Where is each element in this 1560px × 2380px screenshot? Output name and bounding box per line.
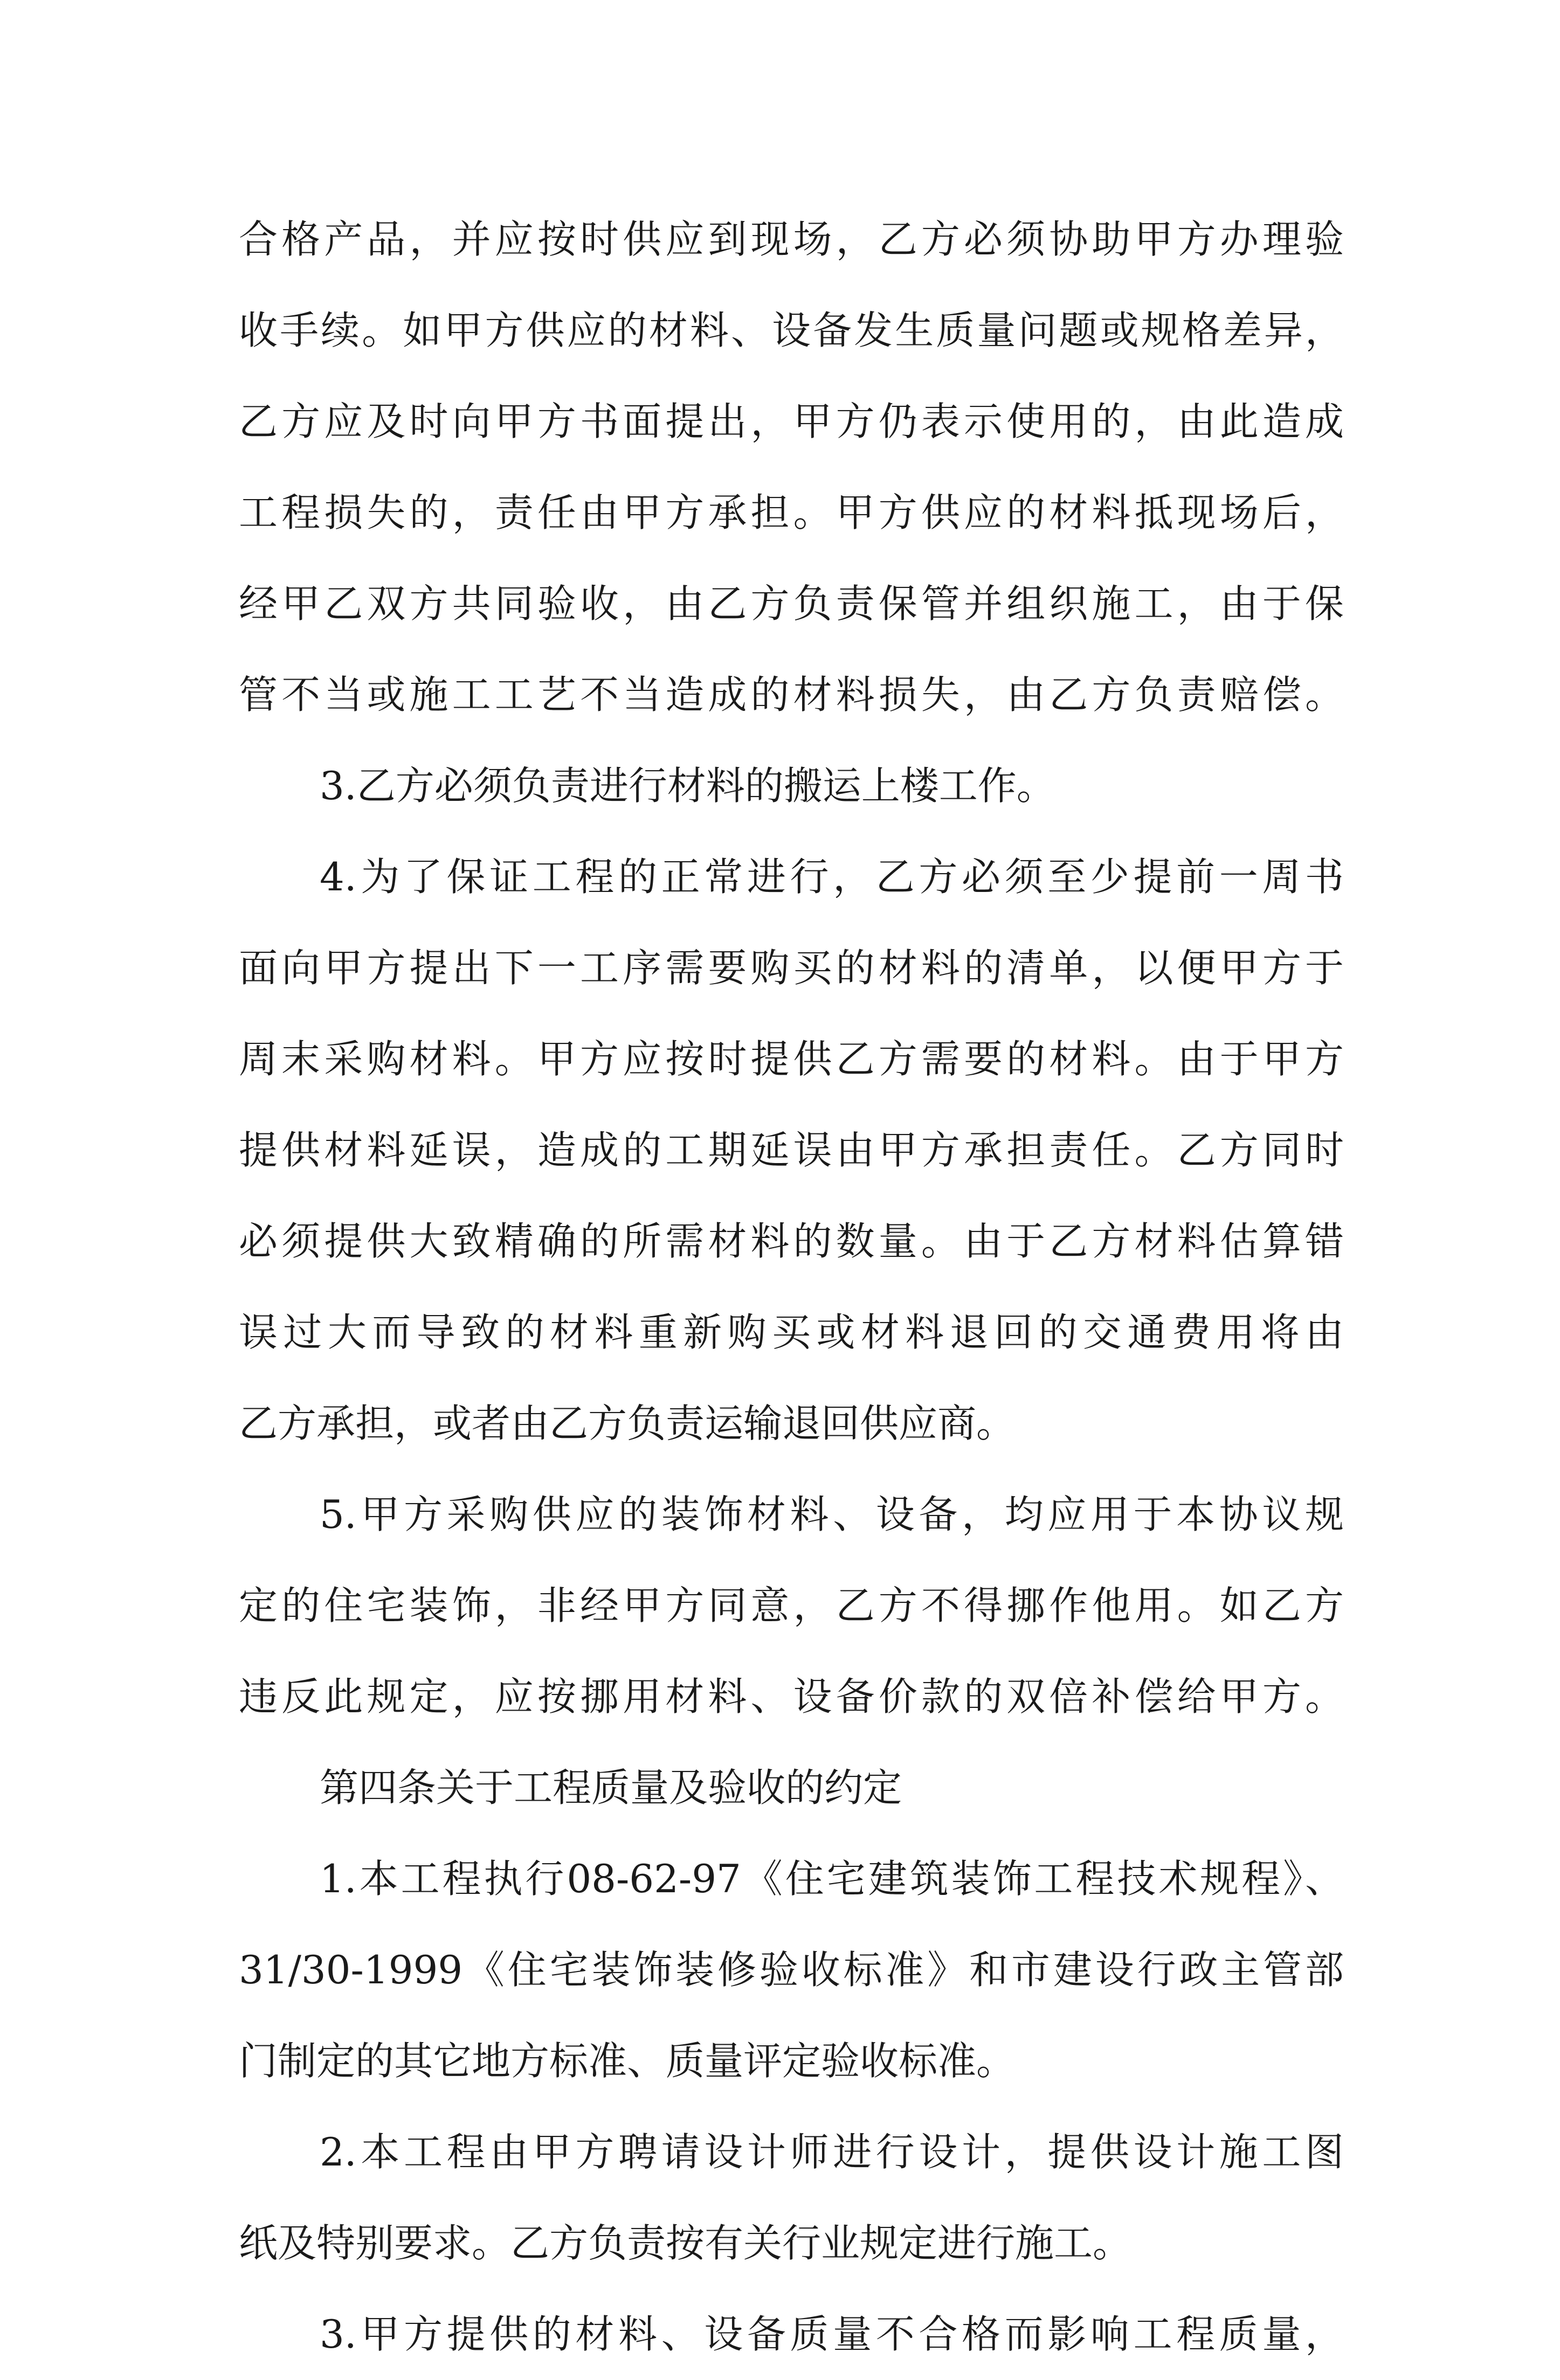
section-heading: 第四条关于工程质量及验收的约定 xyxy=(320,1765,902,1810)
text-line: 门制定的其它地方标准、质量评定验收标准。 xyxy=(239,2038,1016,2084)
text-line: 收手续。如甲方供应的材料、设备发生质量问题或规格差异， xyxy=(239,308,1344,353)
body-text xyxy=(239,194,1344,2380)
text-line: 3.乙方必须负责进行材料的搬运上楼工作。 xyxy=(320,763,1055,808)
text-line: 31/30-1999《住宅装饰装修验收标准》和市建设行政主管部 xyxy=(239,1947,1344,1992)
text-line: 误过大而导致的材料重新购买或材料退回的交通费用将由 xyxy=(239,1310,1344,1355)
text-line: 违反此规定，应按挪用材料、设备价款的双倍补偿给甲方。 xyxy=(239,1674,1344,1719)
text-line: 面向甲方提出下一工序需要购买的材料的清单，以便甲方于 xyxy=(239,945,1344,991)
text-line: 5.甲方采购供应的装饰材料、设备，均应用于本协议规 xyxy=(320,1492,1344,1537)
text-line: 工程损失的，责任由甲方承担。甲方供应的材料抵现场后， xyxy=(239,490,1344,535)
text-line: 3.甲方提供的材料、设备质量不合格而影响工程质量， xyxy=(320,2312,1344,2357)
text-line: 2.本工程由甲方聘请设计师进行设计，提供设计施工图 xyxy=(320,2129,1344,2175)
text-line: 4.为了保证工程的正常进行，乙方必须至少提前一周书 xyxy=(320,854,1344,900)
text-line: 定的住宅装饰，非经甲方同意，乙方不得挪作他用。如乙方 xyxy=(239,1583,1344,1628)
text-line: 管不当或施工工艺不当造成的材料损失，由乙方负责赔偿。 xyxy=(239,672,1344,717)
text-line: 乙方应及时向甲方书面提出，甲方仍表示使用的，由此造成 xyxy=(239,399,1344,444)
text-line: 经甲乙双方共同验收，由乙方负责保管并组织施工，由于保 xyxy=(239,581,1344,626)
text-line: 提供材料延误，造成的工期延误由甲方承担责任。乙方同时 xyxy=(239,1127,1344,1173)
text-line: 周末采购材料。甲方应按时提供乙方需要的材料。由于甲方 xyxy=(239,1036,1344,1082)
text-line: 必须提供大致精确的所需材料的数量。由于乙方材料估算错 xyxy=(239,1219,1344,1264)
text-line: 纸及特别要求。乙方负责按有关行业规定进行施工。 xyxy=(239,2220,1132,2266)
text-line: 合格产品，并应按时供应到现场，乙方必须协助甲方办理验 xyxy=(239,217,1344,262)
text-line: 乙方承担，或者由乙方负责运输退回供应商。 xyxy=(239,1401,1016,1446)
text-line: 1.本工程执行08-62-97《住宅建筑装饰工程技术规程》、 xyxy=(320,1856,1344,1901)
